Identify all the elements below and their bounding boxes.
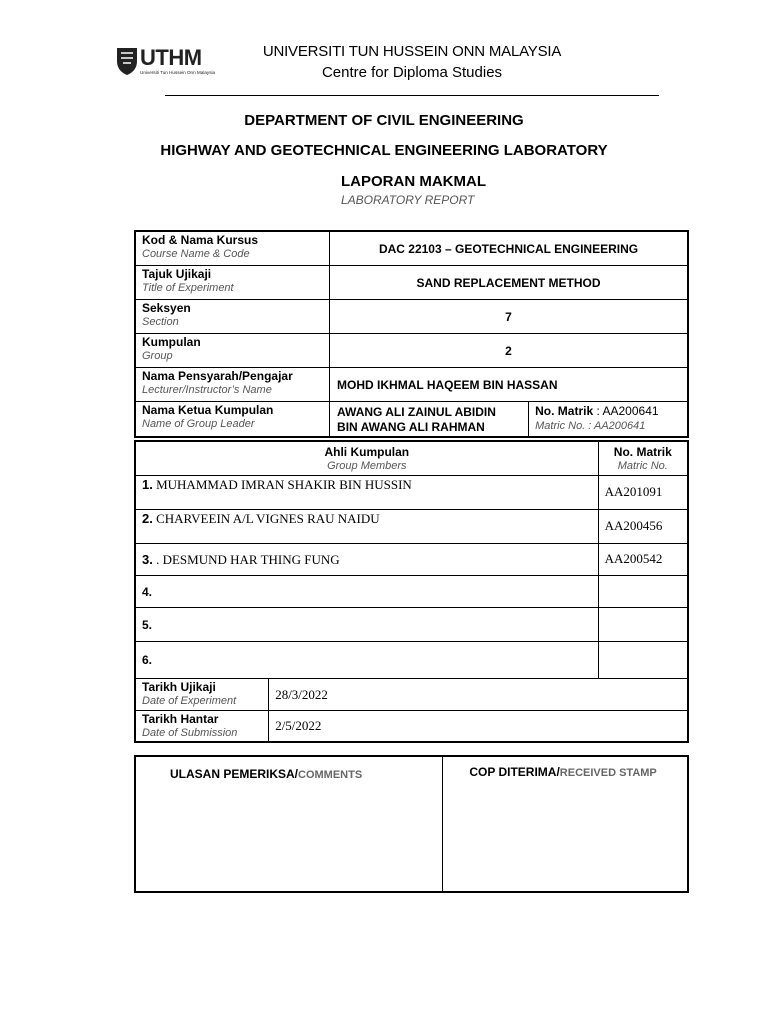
lecturer-label-cell <box>135 368 330 402</box>
matric-sublabel: Matric No. : AA200641 <box>535 420 646 432</box>
group-value: 2 <box>330 334 688 368</box>
laboratory-title: HIGHWAY AND GEOTECHNICAL ENGINEERING LABORATORY <box>160 142 608 159</box>
leader-label-cell <box>135 402 330 438</box>
member-name-cell <box>135 543 598 575</box>
member-matric <box>598 641 688 678</box>
member-row <box>135 543 688 575</box>
remarks-table <box>134 755 689 893</box>
uthm-logo <box>114 44 230 78</box>
member-row <box>135 641 688 678</box>
comments-sublabel: COMMENTS <box>298 769 363 781</box>
course-label: Kod & Nama Kursus <box>142 233 259 247</box>
matric-header <box>598 441 688 475</box>
leader-value-cell <box>330 402 529 438</box>
member-row <box>135 607 688 641</box>
members-header-sublabel: Group Members <box>327 460 407 472</box>
lecturer-row <box>135 368 688 402</box>
member-row <box>135 575 688 607</box>
matric-label: No. Matrik <box>535 404 594 418</box>
member-matric: AA200542 <box>598 543 688 575</box>
section-label-cell <box>135 300 330 334</box>
submission-date-sublabel: Date of Submission <box>142 726 238 739</box>
experiment-date-value: 28/3/2022 <box>269 678 688 710</box>
course-info-table <box>134 230 689 438</box>
member-row <box>135 475 688 509</box>
member-name-cell <box>135 641 598 678</box>
centre-name: Centre for Diploma Studies <box>321 64 503 81</box>
submission-date-label-cell <box>135 710 269 742</box>
lecturer-sublabel: Lecturer/Instructor’s Name <box>142 384 272 396</box>
leader-name-line-2: BIN AWANG ALI RAHMAN <box>337 419 485 434</box>
course-sublabel: Course Name & Code <box>142 248 250 260</box>
course-row <box>135 231 688 266</box>
member-name-cell <box>135 475 598 509</box>
group-members-table <box>134 440 689 743</box>
member-name-cell <box>135 607 598 641</box>
member-matric <box>598 607 688 641</box>
member-number: 5. <box>142 617 153 632</box>
lecturer-label: Nama Pensyarah/Pengajar <box>142 369 293 383</box>
stamp-label: COP DITERIMA/ <box>469 765 560 779</box>
experiment-date-label: Tarikh Ujikaji <box>142 679 216 694</box>
logo-text: UTHM <box>140 45 202 70</box>
submission-date-row <box>135 710 688 742</box>
member-number: 1. <box>142 476 153 492</box>
group-row <box>135 334 688 368</box>
member-number: 4. <box>142 584 153 599</box>
experiment-date-row <box>135 678 688 710</box>
submission-date-value: 2/5/2022 <box>269 710 688 742</box>
lecturer-value: MOHD IKHMAL HAQEEM BIN HASSAN <box>330 368 688 402</box>
logo-subtext: Universiti Tun Hussein Onn Malaysia <box>140 70 216 75</box>
course-value: DAC 22103 – GEOTECHNICAL ENGINEERING <box>330 231 688 266</box>
matric-header-label: No. Matrik <box>613 445 672 459</box>
remarks-row <box>135 756 688 892</box>
leader-sublabel: Name of Group Leader <box>142 418 255 430</box>
leader-row <box>135 402 688 438</box>
submission-date-label: Tarikh Hantar <box>142 711 219 726</box>
member-name-cell <box>135 575 598 607</box>
section-row <box>135 300 688 334</box>
group-sublabel: Group <box>142 350 173 362</box>
group-label: Kumpulan <box>142 335 201 349</box>
member-name: MUHAMMAD IMRAN SHAKIR BIN HUSSIN <box>152 476 412 492</box>
title-label: Tajuk Ujikaji <box>142 267 212 281</box>
title-value: SAND REPLACEMENT METHOD <box>330 266 688 300</box>
section-value: 7 <box>330 300 688 334</box>
member-number: 6. <box>142 653 153 667</box>
group-label-cell <box>135 334 330 368</box>
experiment-date-sublabel: Date of Experiment <box>142 694 237 707</box>
members-header-label: Ahli Kumpulan <box>324 445 410 459</box>
section-sublabel: Section <box>142 316 179 328</box>
leader-name-line-1: AWANG ALI ZAINUL ABIDIN <box>337 404 496 419</box>
stamp-box <box>443 756 688 892</box>
comments-label: ULASAN PEMERIKSA/ <box>170 767 299 781</box>
member-matric: AA201091 <box>598 475 688 509</box>
section-label: Seksyen <box>142 301 191 315</box>
member-number: 3. <box>142 551 153 567</box>
title-sublabel: Title of Experiment <box>142 282 234 294</box>
stamp-sublabel: RECEIVED STAMP <box>559 767 657 779</box>
report-subtitle: LABORATORY REPORT <box>341 193 475 207</box>
title-label-cell <box>135 266 330 300</box>
member-name: CHARVEEIN A/L VIGNES RAU NAIDU <box>152 510 380 526</box>
matric-header-sublabel: Matric No. <box>617 460 668 472</box>
experiment-date-label-cell <box>135 678 269 710</box>
comments-box <box>135 756 443 892</box>
member-number: 2. <box>142 510 153 526</box>
member-matric: AA200456 <box>598 509 688 543</box>
title-row <box>135 266 688 300</box>
members-header <box>135 441 598 475</box>
header-divider <box>165 95 659 96</box>
member-matric <box>598 575 688 607</box>
uthm-crest-icon <box>114 44 230 78</box>
member-name: . DESMUND HAR THING FUNG <box>152 551 340 567</box>
department-title: DEPARTMENT OF CIVIL ENGINEERING <box>244 112 524 129</box>
report-title: LAPORAN MAKMAL <box>341 173 486 190</box>
leader-matric-cell <box>529 402 688 438</box>
matric-value: : AA200641 <box>596 404 659 418</box>
course-label-cell <box>135 231 330 266</box>
members-header-row <box>135 441 688 475</box>
member-name-cell <box>135 509 598 543</box>
member-row <box>135 509 688 543</box>
university-name: UNIVERSITI TUN HUSSEIN ONN MALAYSIA <box>262 43 562 60</box>
leader-label: Nama Ketua Kumpulan <box>142 403 274 417</box>
